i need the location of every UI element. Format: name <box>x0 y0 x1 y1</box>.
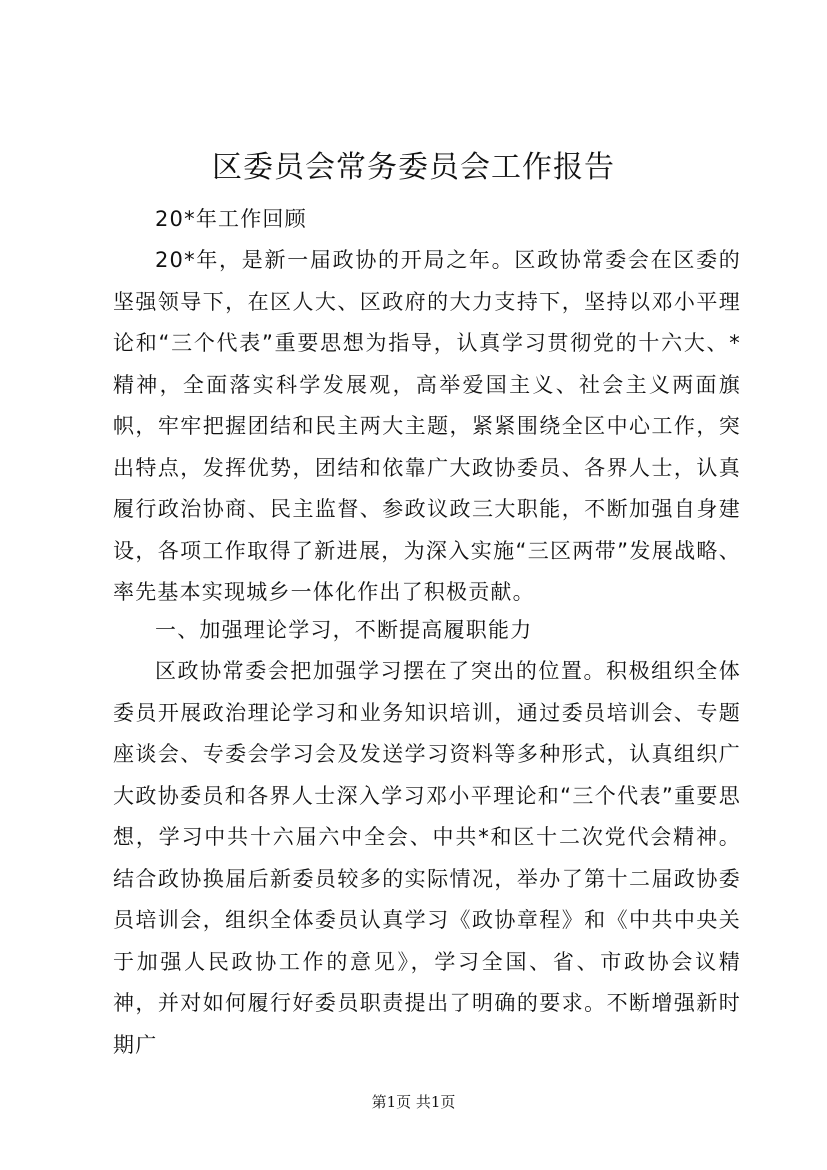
section-heading-review: 20*年工作回顾 <box>155 207 307 231</box>
document-title: 区委员会常务委员会工作报告 <box>212 150 615 185</box>
section-heading-theory-study: 一、加强理论学习，不断提高履职能力 <box>155 618 533 642</box>
paragraph-overview: 20*年，是新一届政协的开局之年。区政协常委会在区委的坚强领导下，在区人大、区政府的大力支持下，坚持以邓小平理论和“三个代表”重要思想为指导，认真学习贯彻党的十六大、*精神，全面落实科学发展观，高举爱国主义、社会主义两面旗帜，牢牢把握团结和民主两大主题，紧紧围绕全区中心工作，突出特点，发挥优势，团结和依靠广大政协委员、各界人士，认真履行政治协商、民主监督、参政议政三大职能，不断加强自身建设，各项工作取得了新进展，为深入实施“三区两带”发展战略、率先基本实现城乡一体化作出了积极贡献。 <box>113 248 741 604</box>
paragraph-theory-study: 区政协常委会把加强学习摆在了突出的位置。积极组织全体委员开展政治理论学习和业务知识培训，通过委员培训会、专题座谈会、专委会学习会及发送学习资料等多种形式，认真组织广大政协委员和各界人士深入学习邓小平理论和“三个代表”重要思想，学习中共十六届六中全会、中共*和区十二次党代会精神。结合政协换届后新委员较多的实际情况，举办了第十二届政协委员培训会，组织全体委员认真学习《政协章程》和《中共中央关于加强人民政协工作的意见》，学习全国、省、市政协会议精神，并对如何履行好委员职责提出了明确的要求。不断增强新时期广 <box>113 659 741 1057</box>
page-footer: 第1页 共1页 <box>371 1093 456 1111</box>
